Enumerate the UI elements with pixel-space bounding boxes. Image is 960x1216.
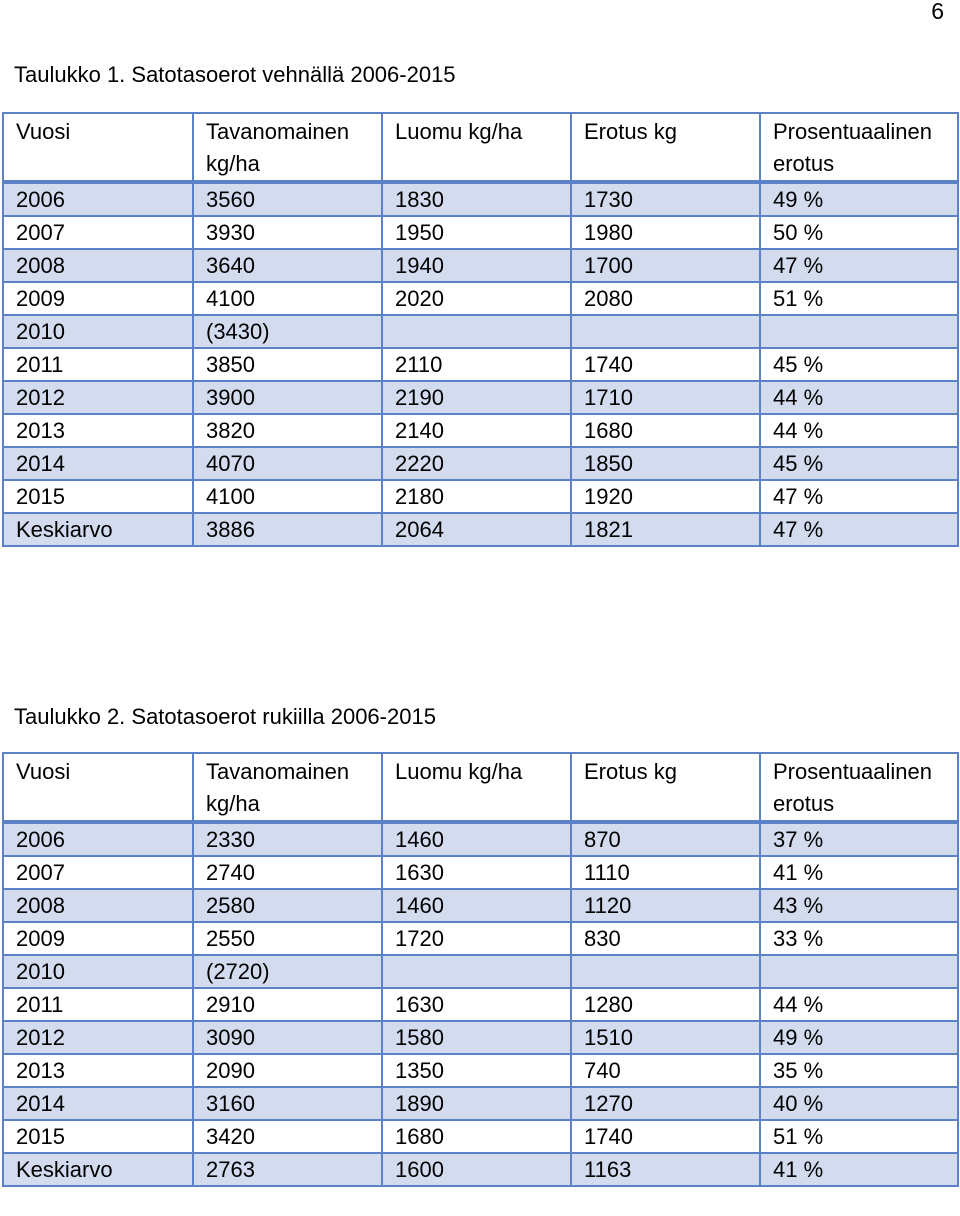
cell-percent: 33 % — [760, 922, 958, 955]
cell-organic: 1460 — [382, 889, 571, 922]
cell-conventional: 3930 — [193, 216, 382, 249]
cell-year: 2008 — [3, 889, 193, 922]
table1-wheat-yields — [2, 112, 959, 547]
table-row — [3, 955, 958, 988]
cell-difference: 1850 — [571, 447, 760, 480]
table-row — [3, 447, 958, 480]
cell-percent: 44 % — [760, 381, 958, 414]
cell-difference: 2080 — [571, 282, 760, 315]
cell-conventional: 3560 — [193, 182, 382, 216]
column-header-difference: Erotus kg — [571, 113, 760, 182]
cell-conventional: 3090 — [193, 1021, 382, 1054]
cell-difference: 870 — [571, 822, 760, 856]
cell-organic: 2140 — [382, 414, 571, 447]
cell-year: 2015 — [3, 480, 193, 513]
cell-year: 2012 — [3, 1021, 193, 1054]
column-header-conventional — [193, 113, 382, 182]
cell-organic: 1940 — [382, 249, 571, 282]
table-header-row — [3, 113, 958, 182]
cell-conventional: (3430) — [193, 315, 382, 348]
cell-year: 2006 — [3, 822, 193, 856]
cell-organic: 1890 — [382, 1087, 571, 1120]
cell-conventional: 4100 — [193, 282, 382, 315]
cell-percent: 50 % — [760, 216, 958, 249]
table2-caption: Taulukko 2. Satotasoerot rukiilla 2006-2015 — [14, 704, 436, 729]
column-header-year: Vuosi — [3, 113, 193, 182]
table-row — [3, 1021, 958, 1054]
cell-year: 2014 — [3, 447, 193, 480]
cell-percent: 43 % — [760, 889, 958, 922]
cell-difference: 740 — [571, 1054, 760, 1087]
cell-year: 2009 — [3, 922, 193, 955]
cell-year: 2011 — [3, 988, 193, 1021]
cell-difference: 1740 — [571, 1120, 760, 1153]
cell-difference: 1510 — [571, 1021, 760, 1054]
table-row — [3, 249, 958, 282]
cell-organic: 1720 — [382, 922, 571, 955]
cell-year: 2014 — [3, 1087, 193, 1120]
cell-organic: 1600 — [382, 1153, 571, 1186]
cell-organic — [382, 955, 571, 988]
column-header-percent-difference — [760, 113, 958, 182]
table-row — [3, 513, 958, 546]
table-row — [3, 1054, 958, 1087]
column-header-organic: Luomu kg/ha — [382, 753, 571, 822]
cell-conventional: 2580 — [193, 889, 382, 922]
cell-percent: 41 % — [760, 856, 958, 889]
cell-percent: 44 % — [760, 988, 958, 1021]
cell-difference: 1110 — [571, 856, 760, 889]
cell-percent: 47 % — [760, 513, 958, 546]
cell-difference: 1710 — [571, 381, 760, 414]
cell-organic: 2180 — [382, 480, 571, 513]
cell-conventional: 3420 — [193, 1120, 382, 1153]
cell-conventional: 3640 — [193, 249, 382, 282]
column-header-conventional-label: Tavanomainen kg/ha — [206, 759, 350, 816]
page-number: 6 — [931, 0, 944, 24]
column-header-percent-difference — [760, 753, 958, 822]
cell-percent: 35 % — [760, 1054, 958, 1087]
table-row — [3, 216, 958, 249]
cell-organic: 1830 — [382, 182, 571, 216]
cell-year: 2010 — [3, 955, 193, 988]
cell-conventional: 2550 — [193, 922, 382, 955]
cell-difference: 1920 — [571, 480, 760, 513]
table-row — [3, 414, 958, 447]
column-header-percent-label: Prosentuaalinen erotus — [773, 119, 933, 176]
cell-percent: 47 % — [760, 480, 958, 513]
table-row — [3, 315, 958, 348]
table-row — [3, 1153, 958, 1186]
cell-percent: 51 % — [760, 1120, 958, 1153]
cell-percent: 51 % — [760, 282, 958, 315]
cell-conventional: 4100 — [193, 480, 382, 513]
cell-difference: 830 — [571, 922, 760, 955]
cell-conventional: 2090 — [193, 1054, 382, 1087]
column-header-organic: Luomu kg/ha — [382, 113, 571, 182]
column-header-difference: Erotus kg — [571, 753, 760, 822]
cell-conventional: 2910 — [193, 988, 382, 1021]
table-row — [3, 381, 958, 414]
cell-year: 2015 — [3, 1120, 193, 1153]
table-row — [3, 1120, 958, 1153]
cell-organic: 1350 — [382, 1054, 571, 1087]
cell-organic: 2220 — [382, 447, 571, 480]
cell-percent: 41 % — [760, 1153, 958, 1186]
cell-difference: 1740 — [571, 348, 760, 381]
cell-difference: 1280 — [571, 988, 760, 1021]
table-row — [3, 480, 958, 513]
cell-difference: 1700 — [571, 249, 760, 282]
table-row — [3, 182, 958, 216]
table-header-row — [3, 753, 958, 822]
cell-percent: 40 % — [760, 1087, 958, 1120]
cell-percent: 49 % — [760, 182, 958, 216]
cell-year: 2006 — [3, 182, 193, 216]
cell-conventional: 2763 — [193, 1153, 382, 1186]
cell-year: 2007 — [3, 856, 193, 889]
cell-percent: 44 % — [760, 414, 958, 447]
cell-conventional: 4070 — [193, 447, 382, 480]
table-row — [3, 1087, 958, 1120]
cell-conventional: 3820 — [193, 414, 382, 447]
table1-caption: Taulukko 1. Satotasoerot vehnällä 2006-2015 — [14, 62, 456, 87]
cell-organic: 1630 — [382, 856, 571, 889]
cell-difference: 1270 — [571, 1087, 760, 1120]
column-header-conventional — [193, 753, 382, 822]
table-row — [3, 988, 958, 1021]
cell-difference: 1821 — [571, 513, 760, 546]
cell-conventional: 3850 — [193, 348, 382, 381]
column-header-year: Vuosi — [3, 753, 193, 822]
column-header-percent-label: Prosentuaalinen erotus — [773, 759, 933, 816]
cell-year: 2013 — [3, 414, 193, 447]
table2-rye-yields — [2, 752, 959, 1187]
cell-conventional: 2330 — [193, 822, 382, 856]
column-header-conventional-label: Tavanomainen kg/ha — [206, 119, 350, 176]
cell-organic: 1630 — [382, 988, 571, 1021]
cell-year: 2009 — [3, 282, 193, 315]
cell-year: 2007 — [3, 216, 193, 249]
cell-difference: 1163 — [571, 1153, 760, 1186]
cell-percent: 45 % — [760, 348, 958, 381]
cell-organic: 1950 — [382, 216, 571, 249]
cell-organic — [382, 315, 571, 348]
cell-percent — [760, 315, 958, 348]
cell-difference: 1730 — [571, 182, 760, 216]
cell-conventional: 3886 — [193, 513, 382, 546]
cell-difference — [571, 955, 760, 988]
cell-organic: 1580 — [382, 1021, 571, 1054]
cell-year: 2012 — [3, 381, 193, 414]
cell-year: 2011 — [3, 348, 193, 381]
cell-year: 2010 — [3, 315, 193, 348]
cell-year: 2013 — [3, 1054, 193, 1087]
cell-percent — [760, 955, 958, 988]
cell-difference: 1120 — [571, 889, 760, 922]
cell-conventional: 3160 — [193, 1087, 382, 1120]
table-row — [3, 856, 958, 889]
cell-organic: 1460 — [382, 822, 571, 856]
cell-year: Keskiarvo — [3, 513, 193, 546]
table-row — [3, 822, 958, 856]
cell-year: Keskiarvo — [3, 1153, 193, 1186]
cell-organic: 2190 — [382, 381, 571, 414]
cell-percent: 47 % — [760, 249, 958, 282]
table-row — [3, 922, 958, 955]
cell-conventional: 2740 — [193, 856, 382, 889]
cell-year: 2008 — [3, 249, 193, 282]
cell-organic: 2110 — [382, 348, 571, 381]
cell-conventional: (2720) — [193, 955, 382, 988]
cell-organic: 1680 — [382, 1120, 571, 1153]
cell-difference: 1680 — [571, 414, 760, 447]
cell-percent: 45 % — [760, 447, 958, 480]
cell-conventional: 3900 — [193, 381, 382, 414]
cell-organic: 2064 — [382, 513, 571, 546]
table-row — [3, 889, 958, 922]
cell-percent: 49 % — [760, 1021, 958, 1054]
cell-difference: 1980 — [571, 216, 760, 249]
cell-organic: 2020 — [382, 282, 571, 315]
table-row — [3, 348, 958, 381]
cell-percent: 37 % — [760, 822, 958, 856]
table-row — [3, 282, 958, 315]
cell-difference — [571, 315, 760, 348]
